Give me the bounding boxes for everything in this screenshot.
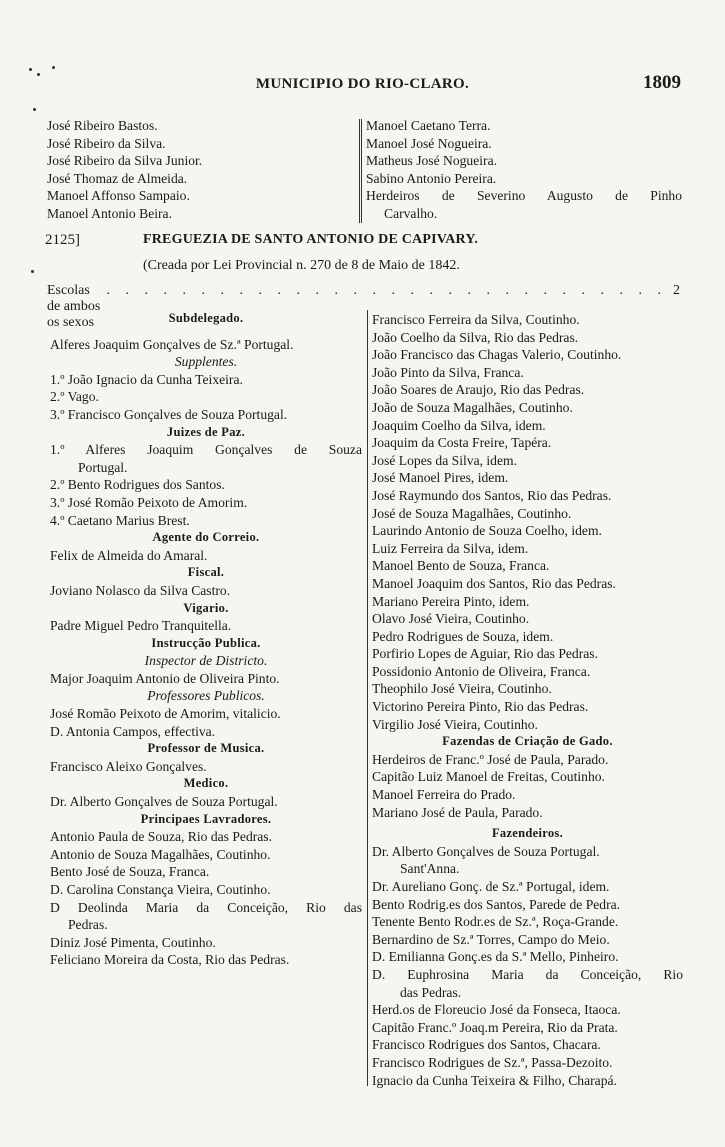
list-item: 2.º Bento Rodrigues dos Santos. — [50, 477, 225, 493]
list-item: José Manoel Pires, idem. — [372, 470, 509, 486]
list-item: Francisco Ferreira da Silva, Coutinho. — [372, 312, 580, 327]
list-item: Pedras. — [68, 917, 108, 933]
left-column — [50, 310, 362, 969]
instrucao-heading: Instrucção Publica. — [151, 635, 261, 650]
list-item: Capitão Luiz Manoel de Freitas, Coutinho. — [372, 769, 605, 785]
list-item: Mariano Pereira Pinto, idem. — [372, 593, 530, 609]
list-item: Antonio Paula de Souza, Rio das Pedras. — [50, 829, 273, 845]
list-item: José Lopes da Silva, idem. — [372, 452, 517, 468]
list-item: Feliciano Moreira da Costa, Rio das Pedras. — [50, 952, 290, 968]
list-item: Manoel Caetano Terra. — [366, 118, 491, 133]
list-item: Alferes Joaquim Gonçalves de Sz.ª Portugal. — [50, 336, 294, 352]
list-item: Diniz José Pimenta, Coutinho. — [50, 934, 216, 950]
list-item: Padre Miguel Pedro Tranquitella. — [50, 618, 232, 634]
list-item: José de Souza Magalhães, Coutinho. — [372, 505, 572, 521]
ink-speck — [33, 108, 36, 111]
list-item: Manoel Bento de Souza, Franca. — [372, 558, 550, 574]
list-item: Portugal. — [78, 459, 128, 475]
list-item: Matheus José Nogueira. — [366, 153, 497, 169]
list-item: Sant'Anna. — [400, 861, 460, 877]
list-item: 3.º Francisco Gonçalves de Souza Portugal. — [50, 406, 288, 422]
list-item: Francisco Rodrigues dos Santos, Chacara. — [372, 1037, 601, 1053]
medico-heading: Medico. — [183, 776, 229, 791]
inspector-heading: Inspector de Districto. — [144, 653, 268, 669]
fiscal-heading: Fiscal. — [187, 565, 225, 580]
creation-note: (Creada por Lei Provincial n. 270 de 8 de Maio de 1842. — [143, 258, 460, 273]
list-item: Bernardino de Sz.ª Torres, Campo do Meio. — [372, 931, 610, 947]
list-item: Dr. Aureliano Gonç. de Sz.ª Portugal, idem. — [372, 879, 610, 894]
list-item: D Deolinda Maria da Conceição, Rio das — [50, 899, 362, 915]
top-right-column — [366, 117, 682, 223]
list-item: José Raymundo dos Santos, Rio das Pedras. — [372, 487, 612, 503]
list-item: Laurindo Antonio de Souza Coelho, idem. — [372, 523, 602, 539]
list-item: Dr. Alberto Gonçalves de Souza Portugal. — [50, 794, 278, 810]
top-left-column — [47, 117, 357, 223]
list-item: Antonio de Souza Magalhães, Coutinho. — [50, 846, 271, 862]
list-item: José Thomaz de Almeida. — [47, 170, 188, 186]
escolas-label: Escolas de ambos os sexos — [47, 283, 101, 330]
page-header — [40, 72, 685, 100]
list-item: João Pinto da Silva, Franca. — [372, 364, 524, 380]
list-item: 3.º José Romão Peixoto de Amorim. — [50, 494, 248, 510]
list-item: Theophilo José Vieira, Coutinho. — [372, 681, 552, 697]
fazendeiros-heading: Fazendeiros. — [491, 826, 564, 841]
ink-speck — [52, 66, 55, 69]
running-title: MUNICIPIO DO RIO-CLARO. — [255, 76, 470, 92]
list-item: Mariano José de Paula, Parado. — [372, 804, 543, 820]
column-divider — [367, 310, 368, 1086]
musica-heading: Professor de Musica. — [147, 741, 265, 756]
leader-dots: . . . . . . . . . . . . . . . . . . . . . . . . . . . . . . — [106, 283, 667, 298]
list-item: Victorino Pereira Pinto, Rio das Pedras. — [372, 699, 589, 715]
list-item: 2.º Vago. — [50, 389, 99, 405]
right-column — [372, 311, 683, 1089]
section-title: FREGUEZIA DE SANTO ANTONIO DE CAPIVARY. — [143, 232, 479, 247]
ink-speck — [29, 68, 32, 71]
list-item: das Pedras. — [400, 984, 462, 1000]
list-item: Dr. Alberto Gonçalves de Souza Portugal. — [372, 843, 600, 859]
list-item: João Francisco das Chagas Valerio, Coutinho. — [372, 347, 622, 363]
list-item: José Ribeiro Bastos. — [47, 118, 158, 133]
list-item: Felix de Almeida do Amaral. — [50, 547, 208, 563]
section-heading — [45, 232, 685, 254]
list-item: Carvalho. — [384, 205, 438, 221]
list-item: Francisco Rodrigues de Sz.ª, Passa-Dezoito. — [372, 1054, 613, 1070]
supplentes-heading: Supplentes. — [174, 354, 238, 370]
list-item: Joaquim da Costa Freire, Tapéra. — [372, 435, 552, 451]
list-item: Joviano Nolasco da Silva Castro. — [50, 582, 231, 598]
list-item: José Romão Peixoto de Amorim, vitalicio. — [50, 706, 281, 722]
list-item: João Coelho da Silva, Rio das Pedras. — [372, 329, 579, 345]
list-item: Bento José de Souza, Franca. — [50, 864, 210, 880]
escolas-count: 2 — [673, 283, 680, 298]
column-divider — [359, 119, 362, 223]
list-item: Tenente Bento Rodr.es de Sz.ª, Roça-Grande. — [372, 914, 619, 930]
list-item: Sabino Antonio Pereira. — [366, 170, 497, 186]
list-item: Porfirio Lopes de Aguiar, Rio das Pedras. — [372, 646, 598, 662]
professores-heading: Professores Publicos. — [147, 688, 265, 704]
list-item: 4.º Caetano Marius Brest. — [50, 512, 190, 528]
list-item: José Ribeiro da Silva Junior. — [47, 153, 203, 169]
list-item: Herdeiros de Severino Augusto de Pinho — [366, 188, 682, 204]
list-item: José Ribeiro da Silva. — [47, 135, 166, 151]
list-item: Herd.os de Floreucio José da Fonseca, Itaoca. — [372, 1002, 621, 1018]
list-item: Luiz Ferreira da Silva, idem. — [372, 540, 529, 556]
list-item: Possidonio Antonio de Oliveira, Franca. — [372, 663, 591, 679]
list-item: Virgilio José Vieira, Coutinho. — [372, 716, 538, 732]
page-number: 1809 — [643, 72, 681, 93]
list-item: Herdeiros de Franc.º José de Paula, Parado. — [372, 751, 609, 767]
juizes-heading: Juizes de Paz. — [166, 424, 246, 439]
list-item: D. Emilianna Gonç.es da S.ª Mello, Pinheiro. — [372, 949, 619, 965]
list-item: 1.º Alferes Joaquim Gonçalves de Souza — [50, 442, 362, 458]
subdelegado-heading: Subdelegado. — [168, 311, 244, 325]
list-item: Joaquim Coelho da Silva, idem. — [372, 417, 546, 433]
list-item: Major Joaquim Antonio de Oliveira Pinto. — [50, 670, 280, 686]
list-item: Capitão Franc.º Joaq.m Pereira, Rio da Prata. — [372, 1019, 618, 1035]
list-item: Pedro Rodrigues de Souza, idem. — [372, 628, 554, 644]
list-item: 1.º João Ignacio da Cunha Teixeira. — [50, 371, 243, 387]
correio-heading: Agente do Correio. — [152, 530, 260, 545]
list-item: João Soares de Araujo, Rio das Pedras. — [372, 382, 585, 398]
vigario-heading: Vigario. — [183, 600, 229, 615]
list-item: Manoel José Nogueira. — [366, 135, 492, 151]
list-item: Manoel Affonso Sampaio. — [47, 188, 190, 204]
list-item: D. Antonia Campos, effectiva. — [50, 723, 216, 739]
section-number: 2125] — [45, 232, 80, 248]
ink-speck — [31, 270, 34, 273]
list-item: João de Souza Magalhães, Coutinho. — [372, 399, 573, 415]
fazendas-heading: Fazendas de Criação de Gado. — [442, 734, 613, 749]
list-item: Manoel Antonio Beira. — [47, 205, 172, 221]
list-item: D. Euphrosina Maria da Conceição, Rio — [372, 966, 683, 982]
list-item: Francisco Aleixo Gonçalves. — [50, 758, 207, 774]
list-item: D. Carolina Constança Vieira, Coutinho. — [50, 882, 271, 897]
list-item: Manoel Ferreira do Prado. — [372, 787, 516, 803]
list-item: Olavo José Vieira, Coutinho. — [372, 611, 530, 627]
list-item: Bento Rodrig.es dos Santos, Parede de Pedra. — [372, 896, 621, 912]
list-item: Manoel Joaquim dos Santos, Rio das Pedras. — [372, 575, 616, 591]
list-item: Ignacio da Cunha Teixeira & Filho, Charapá. — [372, 1072, 617, 1088]
lavradores-heading: Principaes Lavradores. — [140, 811, 272, 826]
